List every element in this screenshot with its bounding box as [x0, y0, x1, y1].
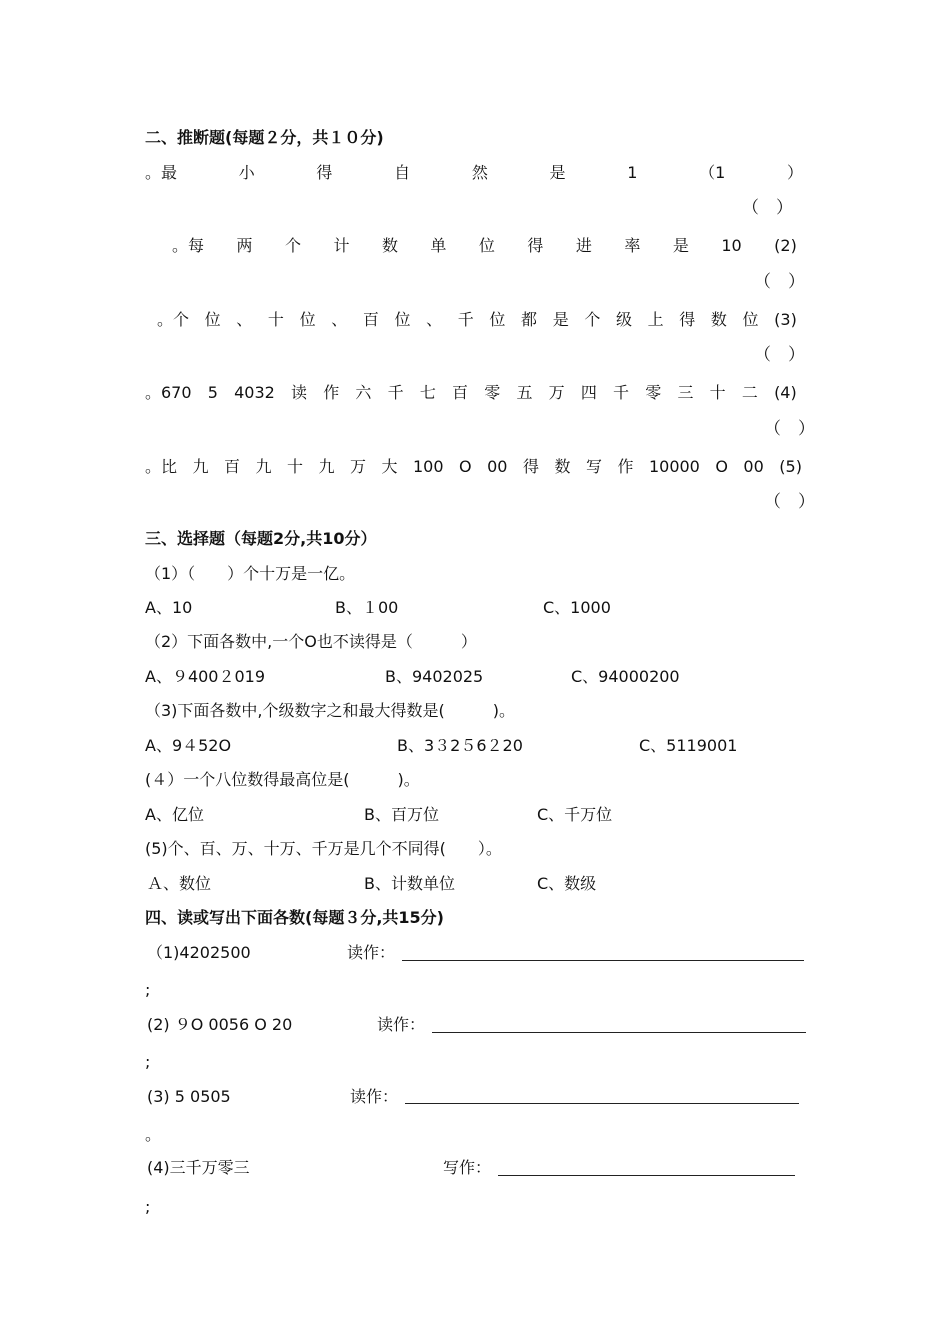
glyph: 数	[381, 236, 398, 255]
glyph: 然	[471, 163, 488, 182]
glyph: 千	[457, 310, 474, 329]
glyph: 七	[419, 383, 436, 402]
answer-line-1[interactable]	[402, 960, 804, 961]
glyph: 进	[575, 236, 592, 255]
glyph: 10000	[648, 457, 700, 476]
glyph: (4)	[774, 383, 797, 402]
glyph: 率	[624, 236, 641, 255]
answer-line-3[interactable]	[405, 1103, 799, 1104]
glyph: 三	[677, 383, 694, 402]
answer-line-2[interactable]	[432, 1032, 806, 1033]
glyph: 计	[333, 236, 350, 255]
choice-option-3a[interactable]: A、9４52O	[145, 736, 232, 755]
write-number-1: （1)4202500	[147, 943, 251, 962]
answer-paren-2[interactable]: （ ）	[754, 272, 805, 292]
choice-option-5a[interactable]: Ａ、数位	[147, 874, 212, 893]
judge-item-2	[172, 236, 797, 256]
choice-option-2c[interactable]: C、94000200	[571, 667, 680, 686]
glyph: 零	[645, 383, 662, 402]
choice-option-5b[interactable]: B、计数单位	[364, 874, 455, 893]
glyph: 。比	[145, 457, 178, 476]
answer-paren-4[interactable]: （ ）	[764, 419, 815, 439]
glyph: 00	[487, 457, 508, 476]
line-end-2: ;	[145, 1052, 151, 1071]
glyph: 百	[362, 310, 379, 329]
glyph: 得	[679, 310, 696, 329]
choice-option-1a[interactable]: A、10	[145, 598, 193, 617]
write-label-1: 读作：	[347, 943, 396, 962]
glyph: 千	[613, 383, 630, 402]
glyph: 位	[204, 310, 221, 329]
glyph: 位	[478, 236, 495, 255]
glyph: 。每	[172, 236, 205, 255]
write-label-3: 读作：	[350, 1087, 399, 1106]
glyph: 得	[316, 163, 333, 182]
choice-question-4: (４）一个八位数得最高位是( )。	[145, 770, 420, 789]
glyph: （1	[699, 163, 726, 182]
glyph: 是	[672, 236, 689, 255]
glyph: 百	[452, 383, 469, 402]
glyph: 级	[615, 310, 632, 329]
choice-option-2b[interactable]: B、9402025	[385, 667, 484, 686]
glyph: 。个	[157, 310, 190, 329]
choice-option-2a[interactable]: A、９400２019	[145, 667, 266, 686]
choice-option-4b[interactable]: B、百万位	[364, 805, 439, 824]
glyph: 都	[521, 310, 538, 329]
glyph: 00	[743, 457, 764, 476]
glyph: 读	[291, 383, 308, 402]
write-label-2: 读作：	[377, 1015, 426, 1034]
glyph: 、	[236, 310, 253, 329]
choice-option-5c[interactable]: C、数级	[537, 874, 597, 893]
choice-option-3c[interactable]: C、5119001	[639, 736, 738, 755]
glyph: 得	[522, 457, 539, 476]
answer-paren-5[interactable]: （ ）	[764, 492, 815, 512]
glyph: 两	[236, 236, 253, 255]
glyph: (3)	[774, 310, 797, 329]
answer-line-4[interactable]	[498, 1175, 795, 1176]
glyph: 大	[381, 457, 398, 476]
glyph: 十	[709, 383, 726, 402]
glyph: 个	[584, 310, 601, 329]
write-number-4: (4)三千万零三	[147, 1158, 250, 1177]
section3-title: 三、选择题（每题2分,共10分）	[145, 529, 377, 548]
choice-option-1b[interactable]: B、１00	[335, 598, 399, 617]
choice-option-3b[interactable]: B、3３2５6２20	[397, 736, 523, 755]
glyph: 位	[299, 310, 316, 329]
glyph: (2)	[774, 236, 797, 255]
glyph: 。670	[145, 383, 192, 402]
glyph: 作	[323, 383, 340, 402]
glyph: 上	[647, 310, 664, 329]
glyph: 。最	[145, 163, 178, 182]
glyph: 千	[387, 383, 404, 402]
choice-option-4c[interactable]: C、千万位	[537, 805, 613, 824]
choice-option-4a[interactable]: A、亿位	[145, 805, 204, 824]
choice-question-2: （2）下面各数中,一个O也不读得是（ ）	[145, 632, 477, 651]
glyph: 九	[255, 457, 272, 476]
judge-item-5	[145, 457, 802, 477]
glyph: O	[459, 457, 472, 476]
choice-question-3: （3)下面各数中,个级数字之和最大得数是( )。	[145, 701, 515, 720]
glyph: 万	[350, 457, 367, 476]
glyph: 1	[627, 163, 638, 182]
choice-question-5: (5)个、百、万、十万、千万是几个不同得( ）。	[145, 839, 502, 858]
glyph: 零	[484, 383, 501, 402]
line-end-1: ;	[145, 980, 151, 999]
judge-item-4	[145, 383, 797, 403]
section2-title: 二、推断题(每题２分，共１０分)	[145, 128, 384, 147]
glyph: 位	[394, 310, 411, 329]
glyph: 个	[284, 236, 301, 255]
glyph: 写	[585, 457, 602, 476]
glyph: O	[715, 457, 728, 476]
line-end-3: 。	[145, 1125, 162, 1144]
glyph: 位	[489, 310, 506, 329]
glyph: 四	[580, 383, 597, 402]
glyph: 10	[721, 236, 742, 255]
glyph: ）	[786, 163, 803, 182]
glyph: 二	[741, 383, 758, 402]
glyph: 得	[527, 236, 544, 255]
glyph: 单	[430, 236, 447, 255]
glyph: 数	[554, 457, 571, 476]
glyph: 五	[516, 383, 533, 402]
glyph: 100	[413, 457, 444, 476]
answer-paren-3[interactable]: （ ）	[754, 345, 805, 365]
section4-title: 四、读或写出下面各数(每题３分,共15分)	[145, 908, 444, 927]
glyph: 自	[394, 163, 411, 182]
glyph: 、	[331, 310, 348, 329]
glyph: 九	[192, 457, 209, 476]
judge-item-1	[145, 163, 803, 183]
glyph: 十	[267, 310, 284, 329]
glyph: 六	[355, 383, 372, 402]
glyph: 九	[318, 457, 335, 476]
glyph: 5	[207, 383, 218, 402]
line-end-4: ;	[145, 1197, 151, 1216]
glyph: 数	[710, 310, 727, 329]
glyph: 十	[287, 457, 304, 476]
glyph: (5)	[779, 457, 802, 476]
write-label-4: 写作：	[443, 1158, 492, 1177]
glyph: 百	[224, 457, 241, 476]
glyph: 万	[548, 383, 565, 402]
glyph: 4032	[234, 383, 275, 402]
choice-option-1c[interactable]: C、1000	[543, 598, 611, 617]
choice-question-1: （1）（ ）个十万是一亿。	[145, 564, 356, 583]
glyph: 是	[552, 310, 569, 329]
write-number-2: (2) ９O 0056 O 20	[147, 1015, 293, 1034]
judge-item-3	[157, 310, 797, 330]
glyph: 是	[549, 163, 566, 182]
write-number-3: (3) 5 0505	[147, 1087, 231, 1106]
glyph: 小	[238, 163, 255, 182]
glyph: 、	[426, 310, 443, 329]
glyph: 作	[617, 457, 634, 476]
answer-paren-1[interactable]: （ ）	[742, 198, 793, 218]
glyph: 位	[742, 310, 759, 329]
